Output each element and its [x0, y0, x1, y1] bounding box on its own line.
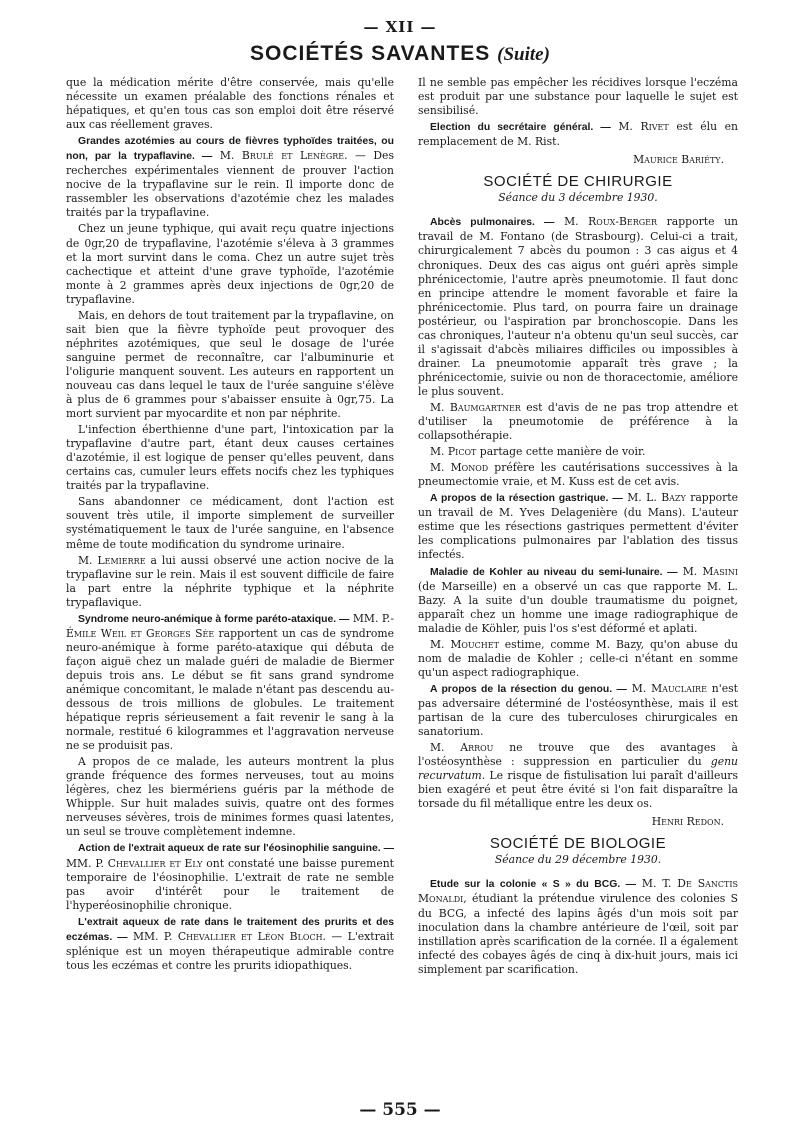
paragraph: Chez un jeune typhique, qui avait reçu quatre injections de 0gr,20 de trypaflavine, l'azotémie s'éleva à 3 grammes et la mort survint dans le coma. Chez un autre sujet très cachectique et atteint d'une grave typhoïde, l'azotémie monte à 2 grammes après deux injections de 0gr,20 de trypaflavine.	[66, 222, 394, 306]
section-heading: A propos de la résection du genou. —	[430, 683, 627, 695]
authors: M. Arrou	[430, 741, 494, 755]
paragraph-text: Le risque de fistulisation lui paraît d'ailleurs bien exagéré et peut être évité si l'on fait disparaître la torsade du fil métallique entre les deux os.	[418, 769, 738, 811]
section-paragraph	[418, 491, 738, 562]
left-column	[66, 76, 394, 975]
authors: MM. P. Chevallier et Léon Bloch.	[132, 929, 326, 943]
title-suffix: (Suite)	[497, 44, 550, 65]
authors: M. Brulé et Lenègre.	[219, 149, 348, 163]
paragraph-text: préfère les cautérisations successives à la pneumectomie vraie, et M. Kuss est de cet avis.	[418, 461, 738, 489]
paragraph-text: n'est pas adversaire déterminé de l'ostéosynthèse, mais il est partisan de la cure des tuberculoses chirurgicales en sanatorium.	[418, 681, 738, 739]
section-paragraph	[418, 401, 738, 443]
right-column	[418, 76, 738, 979]
section-paragraph	[66, 554, 394, 610]
paragraph-text: ne trouve que des avantages à l'ostéosynthèse : suppression en particulier du	[418, 741, 738, 769]
section-heading: Abcès pulmonaires. —	[430, 217, 555, 229]
paragraph-text: partage cette manière de voir.	[476, 445, 646, 459]
section-heading: A propos de la résection gastrique. —	[430, 493, 623, 505]
authors: M. Lemierre	[78, 553, 146, 567]
section-title-chirurgie: SOCIÉTÉ DE CHIRURGIE	[483, 173, 673, 191]
section-heading: Election du secrétaire général. —	[430, 122, 611, 134]
section-paragraph	[66, 134, 394, 220]
section-heading: Etude sur la colonie « S » du BCG. —	[430, 879, 636, 891]
section-paragraph	[418, 565, 738, 636]
section-paragraph	[418, 682, 738, 739]
paragraph-text: rapporte un travail de M. Fontano (de Strasbourg). Celui-ci a trait, chirurgicalement 7 abcès du poumon : 3 cas aigus et 4 chroniques. Deux des cas aigus ont guéri après simple phrénicectomie, l'autre après pneumotomie. Il faut donc en principe attendre le moment favorable et faire la phrénicectomie. Plus tard, on pourra faire un drainage postérieur, ou l'aspiration par bronchoscopie. Dans les cas chroniques, l'auteur n'a obtenu qu'un seul succès, car il s'agissait d'abcès miliaires difficiles ou impossibles à drainer. La pneumotomie apparaît très grave ; la phrénicectomie, suivie ou non de thoracectomie, améliore le plus souvent.	[418, 215, 738, 398]
paragraph-text: — L'extrait splénique est un moyen thérapeutique admirable contre tous les eczémas et contre les prurits idiopathiques.	[66, 929, 394, 972]
roman-page-number: — XII —	[363, 18, 437, 36]
authors: M. T. De Sanctis Monaldi,	[418, 877, 738, 906]
paragraph: L'infection éberthienne d'une part, l'intoxication par la trypaflavine d'autre part, étant deux causes certaines d'azotémie, il est logique de penser qu'elles peuvent, dans certains cas, cumuler leurs effets nocifs chez les typhiques traités par la trypaflavine.	[66, 423, 394, 493]
section-paragraph	[66, 915, 394, 973]
session-date: Séance du 3 décembre 1930.	[498, 191, 658, 205]
paragraph: Sans abandonner ce médicament, dont l'action est souvent très utile, il importe simplement de surveiller systématiquement le taux de l'urée sanguine, en l'absence même de toute modification du syndrome urinaire.	[66, 495, 394, 551]
section-heading: L'extrait aqueux de rate dans le traitement des prurits et des eczémas. —	[66, 916, 394, 943]
section-paragraph	[418, 120, 738, 149]
paragraph-text: — Des recherches expérimentales viennent de prouver l'action nocive de la trypaflavine sur le rein. Il importe donc de rassembler les observations d'azotémie chez les malades traités par la trypaflavine.	[66, 149, 394, 220]
section-paragraph	[418, 215, 738, 399]
paragraph-text: (de Marseille) en a observé un cas que rapporte M. L. Bazy. A la suite d'un double traumatisme du poignet, apparaît chez un homme une image radiographique de maladie de Köhler, puis l'os s'est déformé et aplati.	[418, 579, 738, 635]
session-date: Séance du 29 décembre 1930.	[494, 853, 662, 867]
authors: M. Picot	[430, 445, 477, 459]
authors: M. Rivet	[618, 120, 669, 134]
authors: M. L. Bazy	[627, 491, 686, 505]
authors: M. Mauclaire	[631, 681, 707, 695]
section-heading: Action de l'extrait aqueux de rate sur l'éosinophilie sanguine. —	[78, 843, 394, 855]
title-main: SOCIÉTÉS SAVANTES	[250, 42, 491, 65]
section-heading: Syndrome neuro-anémique à forme paréto-ataxique. —	[78, 613, 350, 625]
italic-term: genu recurvatum.	[418, 755, 738, 783]
paragraph: Mais, en dehors de tout traitement par la trypaflavine, on sait bien que la fièvre typhoïde peut provoquer des néphrites azotémiques, que seul le dosage de l'urée sanguine permet de reconnaître, car l'albuminurie et l'oligurie manquent souvent. Les auteurs en rapportent un nouveau cas dans lequel le taux de l'urée sanguine s'élève à plus de 6 grammes pour s'abaisser ensuite à 0gr,75. La mort survient par myocardite et non par néphrite.	[66, 308, 394, 421]
authors: M. Baumgartner	[430, 400, 521, 414]
paragraph-text: est d'avis de ne pas trop attendre et d'utiliser la pneumotomie de préférence à la collapsothérapie.	[418, 400, 738, 443]
paragraph-text: a lui aussi observé une action nocive de la trypaflavine sur le rein. Mais il est souvent difficile de faire la part entre la néphrite typhique et la néphrite trypaflavique.	[66, 553, 394, 609]
authors: M. Monod	[430, 461, 489, 475]
authors: M. Mouchet	[430, 637, 499, 651]
section-paragraph	[66, 841, 394, 912]
section-paragraph	[418, 877, 738, 976]
section-paragraph	[418, 638, 738, 680]
paragraph-text: étudiant la prétendue virulence des colonies S du BCG, a infecté des lapins âgés d'un mois soit par inoculation dans la chambre antérieure de l'œil, soit par instillation après scarification de la cornée. Il a également infecté des cobayes âgés de cinq à dix-huit jours, mais ici simplement par scarification.	[418, 892, 738, 976]
section-paragraph	[66, 612, 394, 753]
section-heading: Maladie de Kohler au niveau du semi-lunaire. —	[430, 566, 678, 578]
section-paragraph	[418, 741, 738, 811]
authors: MM. P. Chevallier et Ely	[66, 856, 203, 870]
page-number: — 555 —	[359, 1100, 441, 1120]
paragraph: Il ne semble pas empêcher les récidives lorsque l'eczéma est produit par une substance pour laquelle le sujet est sensibilisé.	[418, 76, 738, 118]
paragraph: que la médication mérite d'être conservée, mais qu'elle nécessite un examen préalable des fonctions rénales et hépatiques, et qu'en tous cas son emploi doit être réservé aux cas réellement graves.	[66, 76, 394, 132]
paragraph-text: rapportent un cas de syndrome neuro-anémique à forme paréto-ataxique qui débuta de façon aiguë chez un malade guéri de maladie de Biermer depuis trois ans. Le début se fit sans grand syndrome anémique concomitant, le malade n'étant pas descendu au-dessous de trois millions de globules. Le traitement hépatique repris sérieusement a fait revenir le sang à la normale, restitué 6 kilogrammes et l'aggravation nerveuse ne se produisit pas.	[66, 626, 394, 753]
section-title-biologie: SOCIÉTÉ DE BIOLOGIE	[489, 835, 667, 853]
authors: M. Roux-Berger	[564, 215, 658, 229]
paragraph-text: rapporte un travail de M. Yves Delagenière (du Mans). L'auteur estime que les résections gastriques permettent d'éviter les complications pulmonaires par l'ablation des tissus infectés.	[418, 491, 739, 562]
section-paragraph	[418, 445, 738, 459]
paragraph-text: est élu en remplacement de M. Rist.	[418, 120, 738, 149]
paragraph-text: estime, comme M. Bazy, qu'on abuse du nom de maladie de Kohler ; celle-ci n'étant en somme qu'un aspect radiographique.	[418, 637, 738, 679]
authors: M. Masini	[682, 564, 738, 578]
page-title	[0, 42, 800, 66]
signature: Maurice Bariéty.	[633, 153, 724, 167]
section-paragraph	[418, 461, 738, 489]
section-heading: Grandes azotémies au cours de fièvres typhoïdes traitées, ou non, par la trypaflavine. —	[66, 136, 394, 163]
authors: MM. P.-Émile Weil et Georges Sée	[66, 611, 394, 640]
paragraph-text: ont constaté une baisse purement temporaire de l'éosinophilie. L'extrait de rate ne semble pas avoir d'intérêt pour le traitement de l'hyperéosinophilie chronique.	[66, 856, 394, 912]
signature: Henri Redon.	[651, 815, 724, 829]
paragraph: A propos de ce malade, les auteurs montrent la plus grande fréquence des formes nerveuses, tout au moins légères, chez les biermériens guéris par la méthode de Whipple. Sur huit malades suivis, quatre ont des formes nerveuses sévères, trois de minimes formes quasi latentes, un seul se trouve complètement indemne.	[66, 755, 394, 839]
